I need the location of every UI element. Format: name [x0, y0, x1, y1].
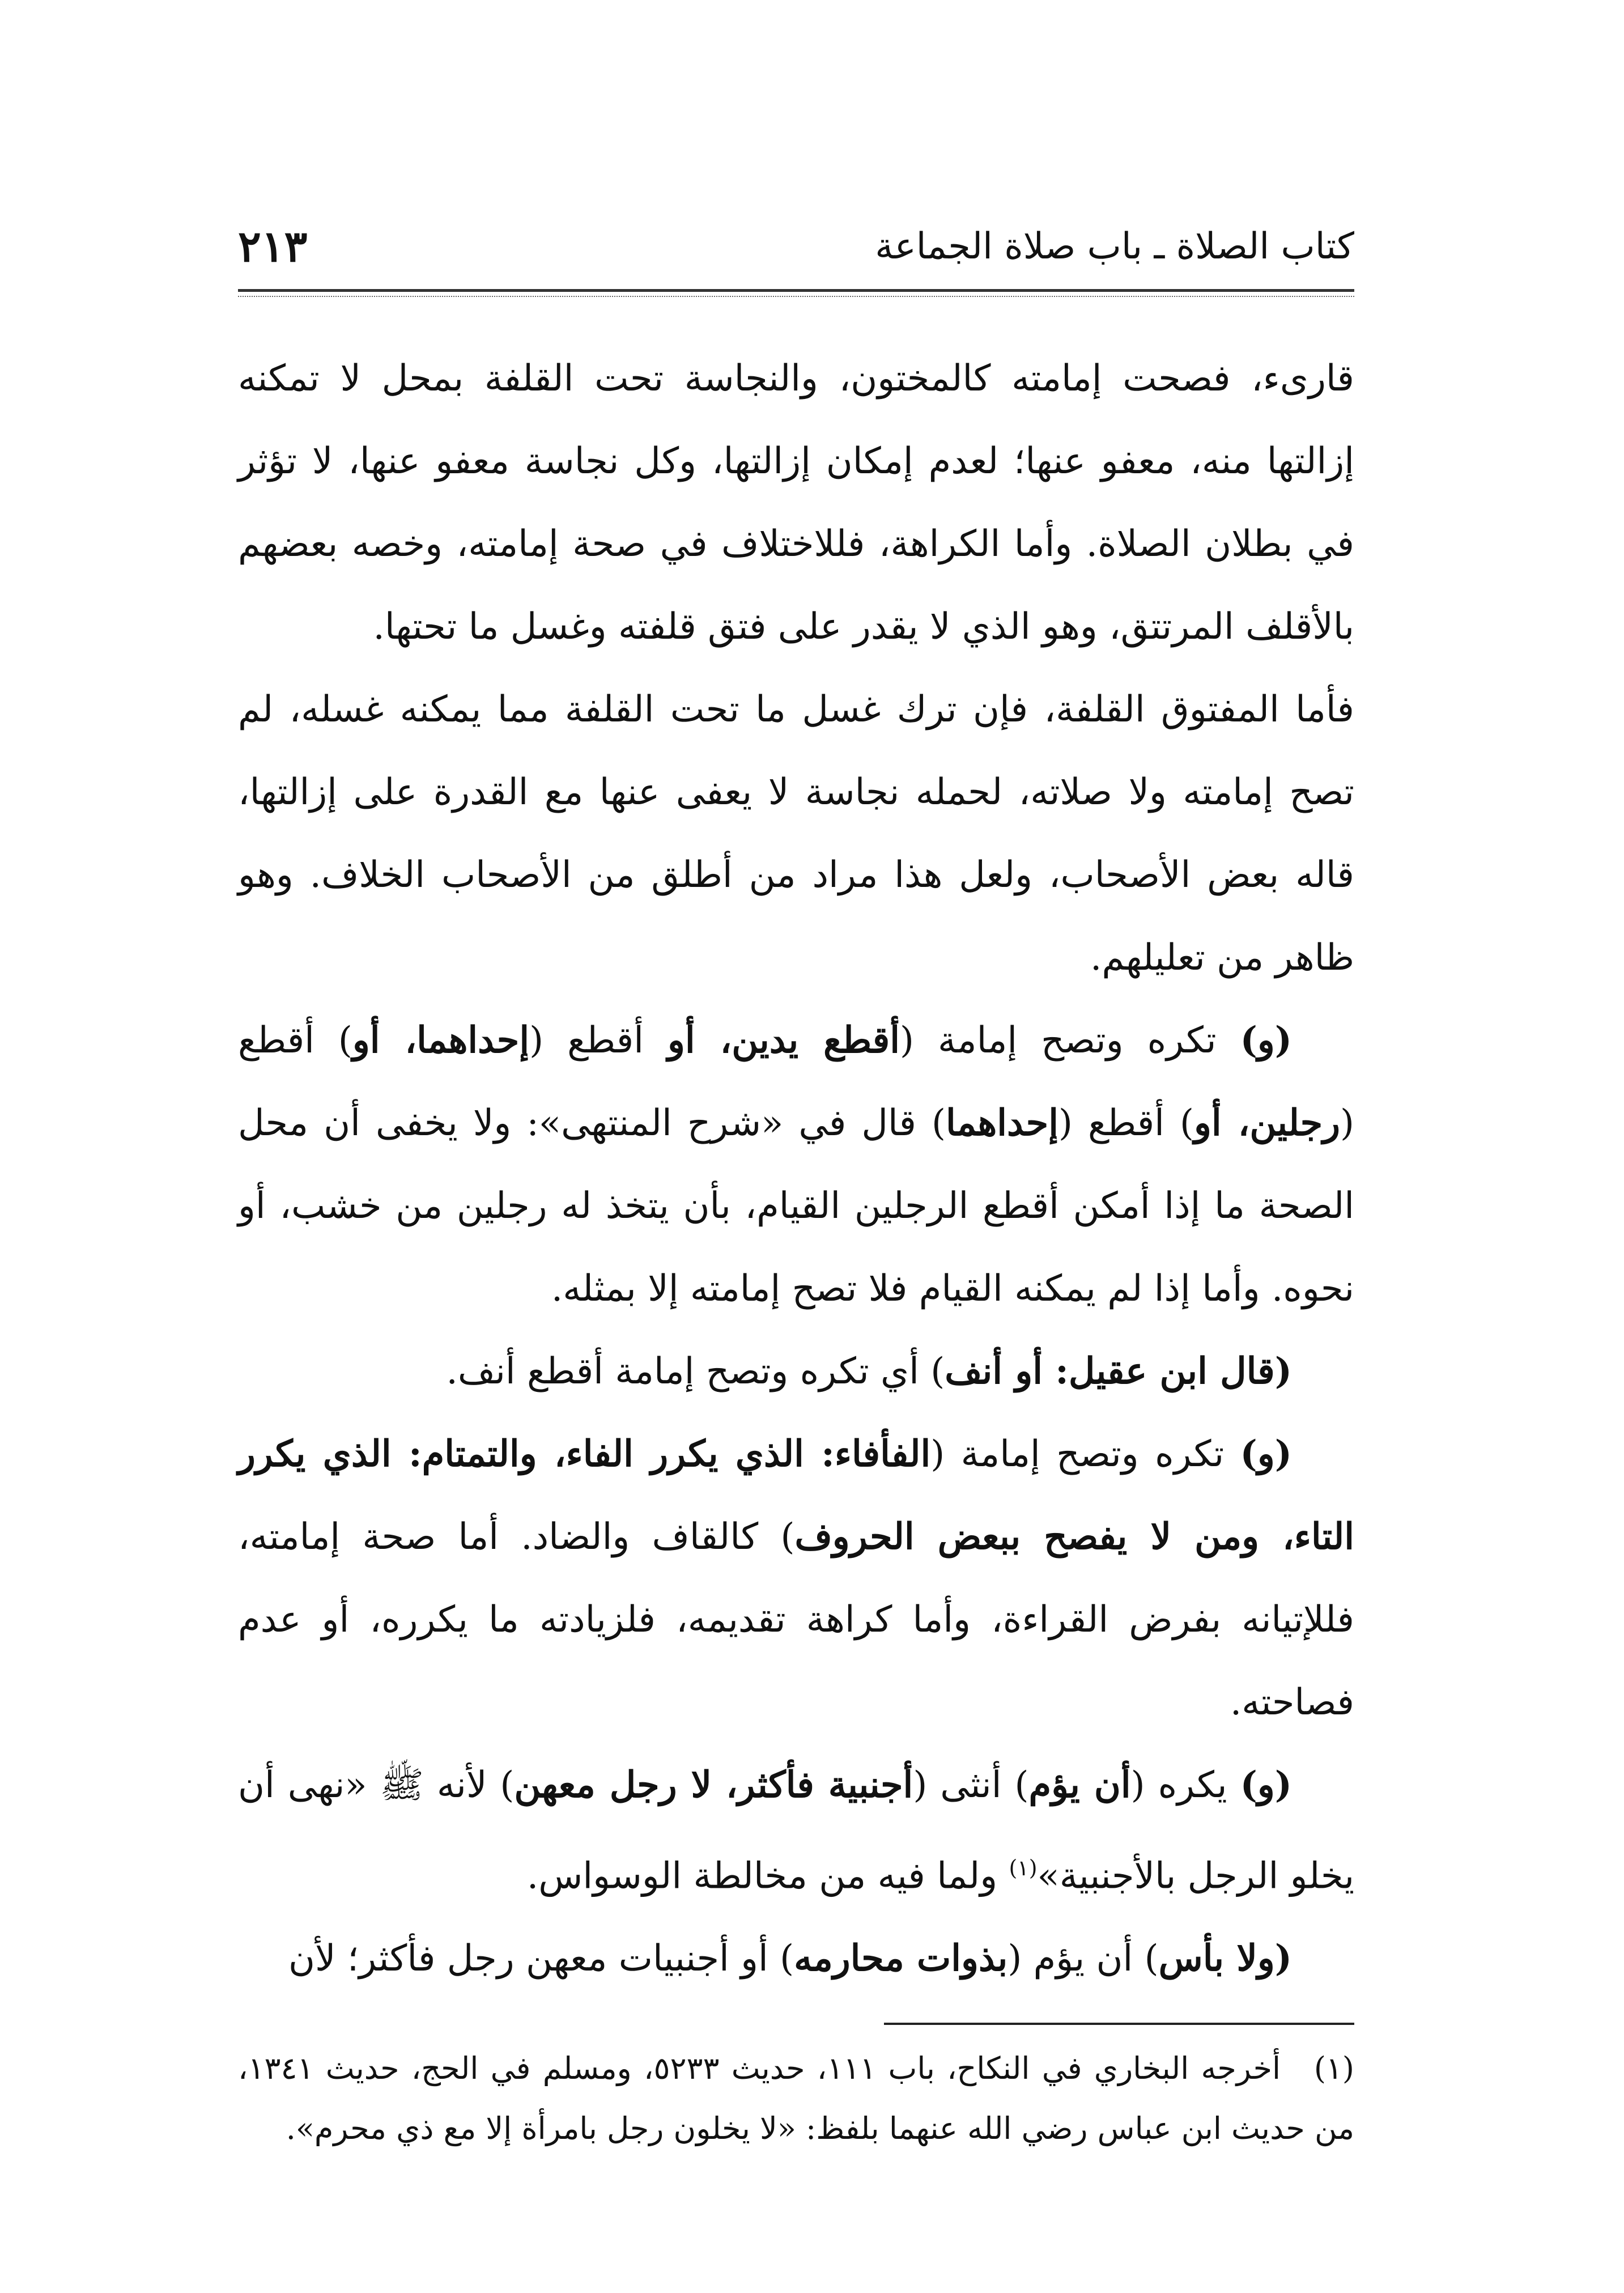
bold-span: الفأفاء: الذي يكرر الفاء، والتمتام: الذي يكرر التاء، ومن لا يفصح ببعض الحروف [238, 1433, 1355, 1558]
bold-span: إحداهما، أو [352, 1019, 530, 1061]
paragraph-6 [238, 1744, 1354, 1917]
text-span: ) أن يؤم ( [1007, 1938, 1159, 1980]
bold-span: (و) [1240, 1764, 1293, 1806]
bold-span: أقطع يدين، أو [667, 1019, 900, 1061]
text-span: تكره وتصح إمامة ( [900, 1020, 1240, 1061]
bold-span: أن يؤم [1028, 1764, 1131, 1806]
text-span: ) أقطع ( [238, 1020, 1355, 1144]
paragraph-7 [238, 1917, 1354, 2000]
running-title: كتاب الصلاة ـ باب صلاة الجماعة [875, 226, 1354, 267]
header-divider [238, 296, 1354, 297]
text-span: ) أقطع ( [1058, 1102, 1194, 1144]
bold-span: بذوات محارمه [794, 1937, 1008, 1980]
page-number: ٢١٣ [238, 221, 308, 271]
text-span: تكره وتصح إمامة ( [930, 1433, 1240, 1475]
bold-span: رجلين، أو [1194, 1102, 1341, 1144]
text-span: ) أي تكره وتصح إمامة أقطع أنف. [446, 1351, 945, 1392]
paragraph-2: فأما المفتوق القلفة، فإن ترك غسل ما تحت القلفة مما يمكنه غسله، لم تصح إمامته ولا صلاته، لحمله نجاسة لا يعفى عنها مع القدرة على إزالتها، قاله بعض الأصحاب، ولعل هذا مراد من أطلق من الأصحاب الخلاف. وهو ظاهر من تعليلهم. [238, 689, 1354, 979]
paragraph-5 [238, 1413, 1354, 1744]
text-span: ) قال في «شرح المنتهى»: ولا يخفى أن محل الصحة ما إذا أمكن أقطع الرجلين القيام، بأن يتخذ له رجلين من خشب، أو نحوه. وأما إذا لم يمكنه القيام فلا تصح إمامته إلا بمثله. [238, 1102, 1354, 1310]
paragraph-1: قارىء، فصحت إمامته كالمختون، والنجاسة تحت القلفة بمحل لا تمكنه إزالتها منه، معفو عنها؛ لعدم إمكان إزالتها، وكل نجاسة معفو عنها، لا تؤثر في بطلان الصلاة. وأما الكراهة، فللاختلاف في صحة إمامته، وخصه بعضهم بالأقلف المرتتق، وهو الذي لا يقدر على فتق قلفته وغسل ما تحتها. [238, 358, 1354, 648]
text-span: ) لأنه ﷺ «نهى أن يخلو الرجل بالأجنبية» [238, 1764, 1354, 1897]
footnote-divider [884, 2023, 1354, 2025]
bold-span: (و) [1240, 1433, 1293, 1475]
footnote-marker: (١) [1313, 2050, 1354, 2087]
text-span: ولما فيه من مخالطة الوسواس. [526, 1855, 1009, 1897]
bold-span: إحداهما [946, 1102, 1058, 1144]
text-span: أقطع ( [529, 1020, 668, 1061]
page-header [238, 204, 1354, 292]
text-span: ) أنثى ( [913, 1764, 1029, 1806]
text-span: ) أو أجنبيات معهن رجل فأكثر؛ لأن [288, 1938, 794, 1980]
main-text [238, 337, 1354, 2000]
bold-span: (و) [1240, 1019, 1293, 1061]
bold-span: (ولا بأس [1158, 1937, 1292, 1980]
book-page [238, 204, 1355, 2147]
bold-span: (قال ابن عقيل: أو أنف [945, 1350, 1292, 1392]
text-span: ) كالقاف والضاد. أما صحة إمامته، فللإتيانه بفرض القراءة، وأما كراهة تقديمه، فلزيادته ما يكرره، أو عدم فصاحته. [238, 1516, 1354, 1723]
footnote-text: أخرجه البخاري في النكاح، باب ١١١، حديث ٥٢٣٣، ومسلم في الحج، حديث ١٣٤١، من حديث ابن عباس رضي الله عنهما بلفظ: «لا يخلون رجل بامرأة إلا مع ذي محرم». [238, 2050, 1354, 2147]
footnote-reference[interactable]: (١) [1009, 1855, 1038, 1880]
footnote [238, 2039, 1354, 2159]
paragraph-3 [238, 999, 1354, 1330]
text-span: يكره ( [1130, 1764, 1240, 1806]
bold-span: أجنبية فأكثر، لا رجل معهن [514, 1764, 913, 1806]
paragraph-4 [238, 1330, 1354, 1413]
